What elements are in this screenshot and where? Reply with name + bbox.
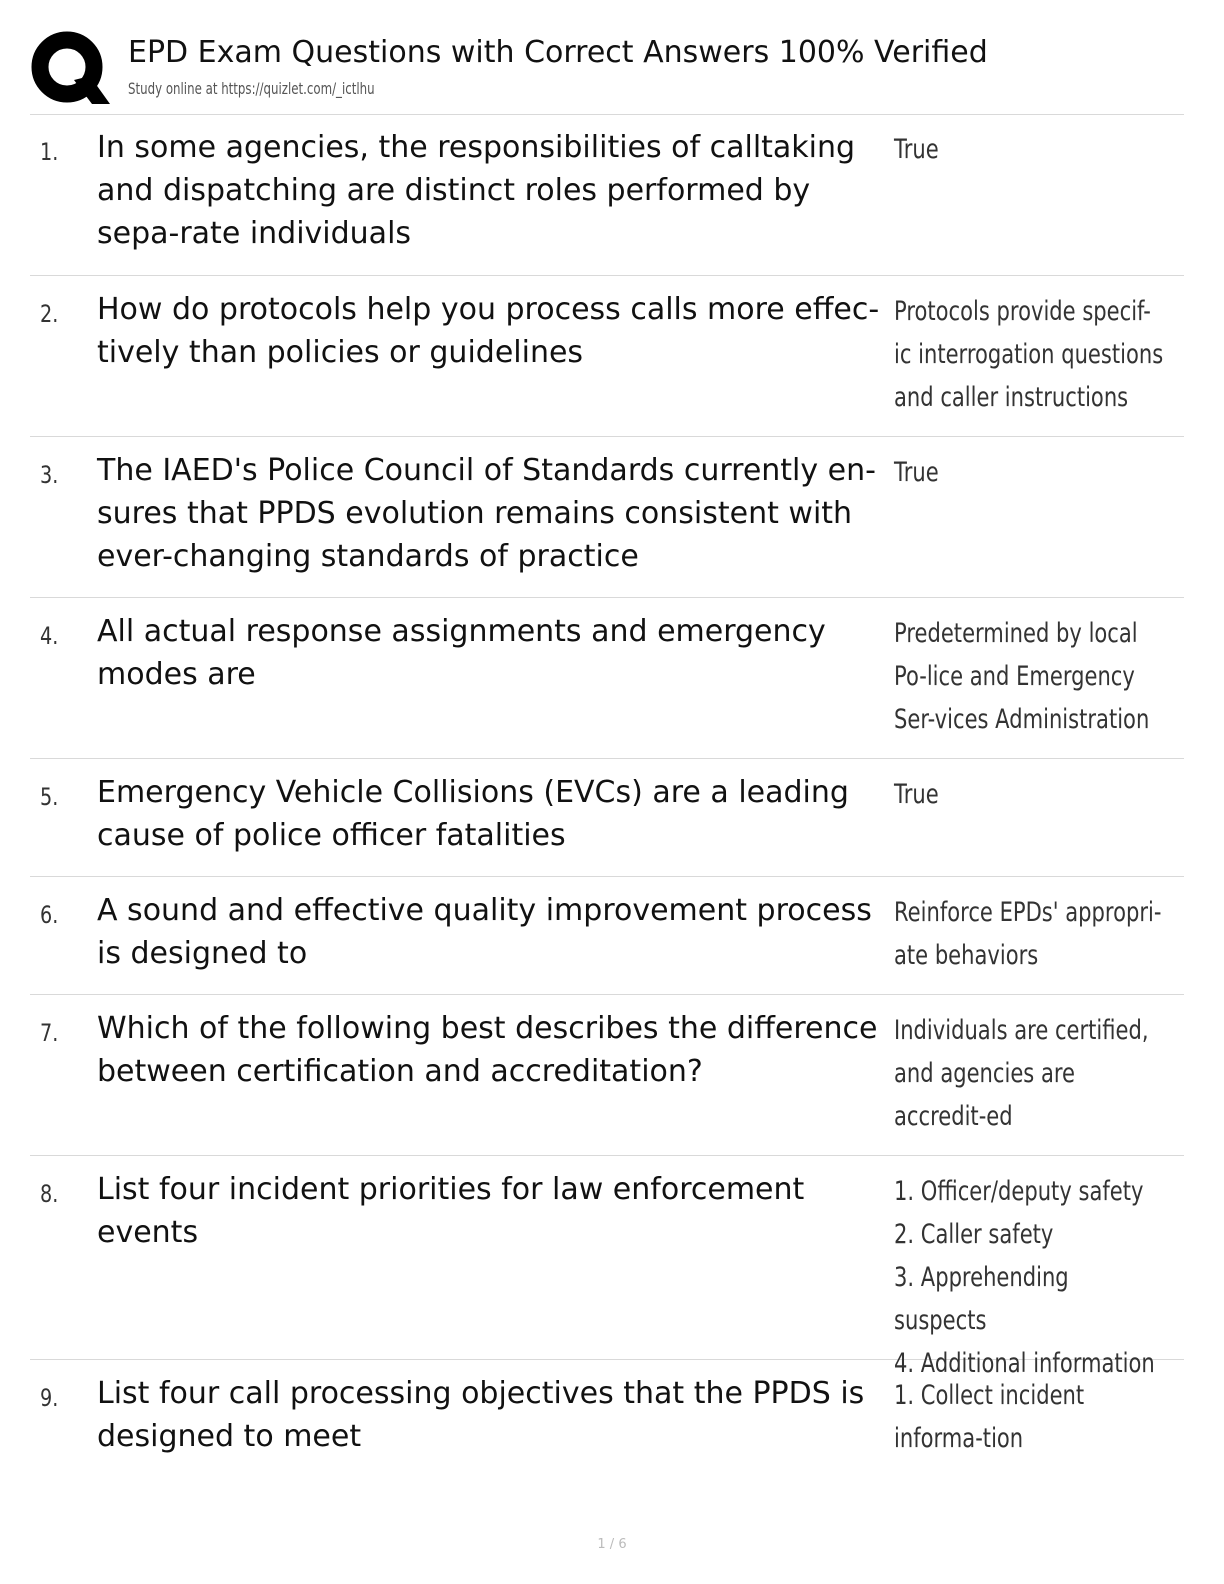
qa-row xyxy=(30,1360,1184,1480)
answer-text: Predetermined by local Po-lice and Emergency Ser-vices Administration xyxy=(894,618,1150,735)
document-header xyxy=(30,30,1184,115)
item-number: 7. xyxy=(40,1019,59,1047)
qa-row xyxy=(30,759,1184,877)
question-text: The IAED's Police Council of Standards currently en-sures that PPDS evolution remains consistent with ever-changing standards of practice xyxy=(97,453,876,574)
qa-row xyxy=(30,276,1184,437)
item-number: 2. xyxy=(40,300,59,328)
answer-text: True xyxy=(894,134,939,165)
qa-row xyxy=(30,598,1184,759)
item-number: 1. xyxy=(40,138,59,166)
qa-row xyxy=(30,114,1184,276)
item-number: 3. xyxy=(40,461,59,489)
question-text: Which of the following best describes the difference between certification and accreditation? xyxy=(97,1011,878,1089)
question-text: A sound and effective quality improvement process is designed to xyxy=(97,893,872,971)
qa-list xyxy=(30,114,1184,1480)
item-number: 8. xyxy=(40,1180,59,1208)
answer-text: 1. Officer/deputy safety 2. Caller safety 3. Apprehending suspects 4. Additional information xyxy=(894,1176,1155,1379)
answer-text: 1. Collect incident informa-tion xyxy=(894,1380,1085,1454)
answer-text: True xyxy=(894,457,939,488)
quizlet-logo-icon xyxy=(30,30,110,110)
answer-text: True xyxy=(894,779,939,810)
item-number: 5. xyxy=(40,783,59,811)
answer-text: Reinforce EPDs' appropri-ate behaviors xyxy=(894,897,1162,971)
question-text: How do protocols help you process calls more effec-tively than policies or guidelines xyxy=(97,292,880,370)
question-text: In some agencies, the responsibilities of calltaking and dispatching are distinct roles performed by sepa-rate individuals xyxy=(97,130,856,251)
qa-row xyxy=(30,1156,1184,1379)
answer-text: Individuals are certified, and agencies are accredit-ed xyxy=(894,1015,1149,1132)
answer-text: Protocols provide specif-ic interrogation questions and caller instructions xyxy=(894,296,1164,413)
question-text: List four incident priorities for law enforcement events xyxy=(97,1172,805,1250)
item-number: 6. xyxy=(40,901,59,929)
qa-row xyxy=(30,995,1184,1156)
question-text: List four call processing objectives that the PPDS is designed to meet xyxy=(97,1376,865,1454)
qa-row xyxy=(30,877,1184,995)
qa-row xyxy=(30,437,1184,598)
document-title: EPD Exam Questions with Correct Answers 100% Verified xyxy=(128,35,988,70)
question-text: All actual response assignments and emergency modes are xyxy=(97,614,826,692)
item-number: 9. xyxy=(40,1384,59,1412)
question-text: Emergency Vehicle Collisions (EVCs) are a leading cause of police officer fatalities xyxy=(97,775,849,853)
item-number: 4. xyxy=(40,622,59,650)
study-online-link[interactable]: Study online at https://quizlet.com/_ictlhu xyxy=(128,79,375,98)
page-number: 1 / 6 xyxy=(597,1537,627,1552)
